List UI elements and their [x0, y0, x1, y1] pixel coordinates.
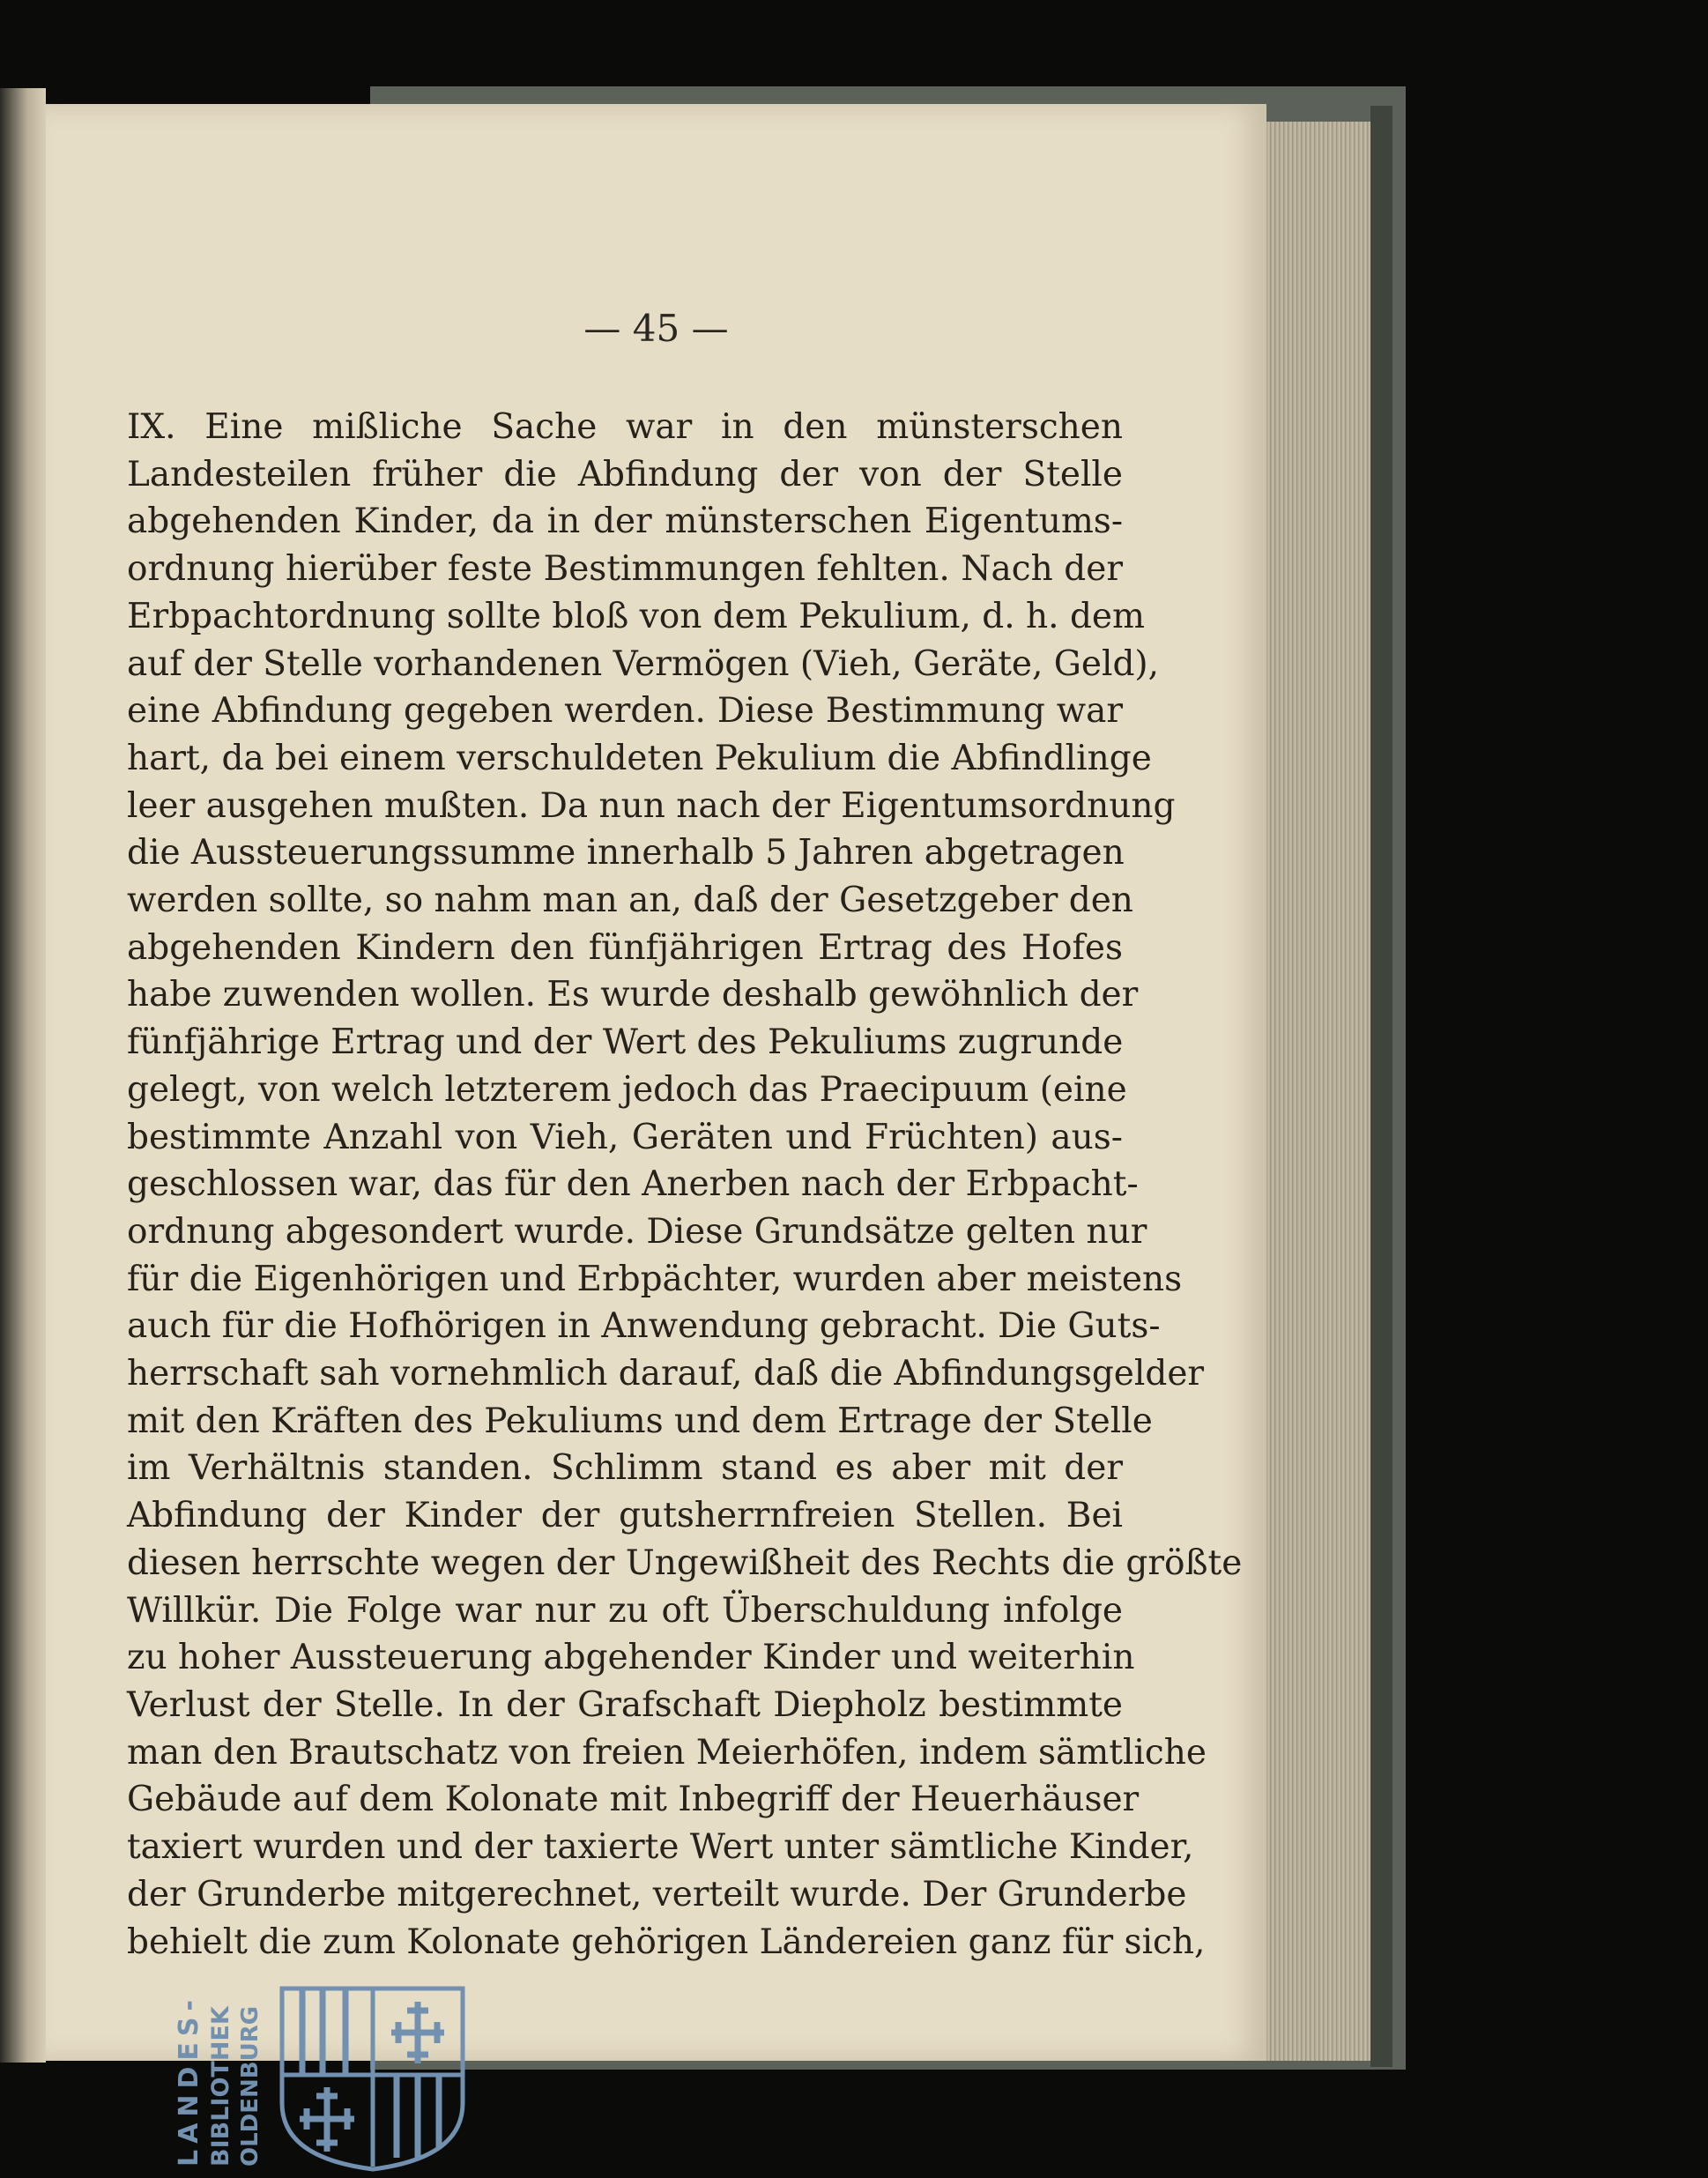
- page-number: — 45 —: [583, 307, 729, 350]
- text-line: abgehenden Kinder, da in der münsterschen Eigentums-: [127, 502, 1123, 542]
- text-line: hart, da bei einem verschuldeten Pekulium die Abfindlinge: [127, 738, 1152, 778]
- library-stamp: [123, 1971, 467, 2174]
- text-line: bestimmte Anzahl von Vieh, Geräten und Früchten) aus-: [127, 1117, 1123, 1157]
- text-line: leer ausgehen mußten. Da nun nach der Eigentumsordnung: [127, 785, 1176, 826]
- text-line: Gebäude auf dem Kolonate mit Inbegriff der Heuerhäuser: [127, 1780, 1140, 1820]
- text-line: herrschaft sah vornehmlich darauf, daß die Abfindungsgelder: [127, 1354, 1205, 1394]
- text-line: man den Brautschatz von freien Meierhöfen, indem sämtliche: [127, 1732, 1207, 1773]
- text-line: geschlossen war, das für den Anerben nach der Erbpacht-: [127, 1164, 1139, 1205]
- cover-edge: [1370, 106, 1392, 2067]
- text-line: diesen herrschte wegen der Ungewißheit des Rechts die größte: [127, 1542, 1243, 1583]
- text-line: fünfjährige Ertrag und der Wert des Pekuliums zugrunde: [127, 1022, 1124, 1063]
- previous-page-edge: [0, 88, 46, 2063]
- text-line: der Grunderbe mitgerechnet, verteilt wurde. Der Grunderbe: [127, 1874, 1187, 1914]
- book-page: [46, 104, 1266, 2167]
- text-line: die Aussteuerungssumme innerhalb 5 Jahren abgetragen: [127, 833, 1125, 873]
- text-line: behielt die zum Kolonate gehörigen Ländereien ganz für sich,: [127, 1922, 1206, 1962]
- text-line: IX. Eine mißliche Sache war in den münsterschen: [127, 407, 1123, 447]
- stamp-text: [174, 1994, 264, 2167]
- text-line: für die Eigenhörigen und Erbpächter, wurden aber meistens: [127, 1259, 1183, 1299]
- body-text: [127, 404, 1243, 1966]
- text-line: eine Abfindung gegeben werden. Diese Bestimmung war: [127, 691, 1123, 732]
- text-line: mit den Kräften des Pekuliums und dem Ertrage der Stelle: [127, 1401, 1153, 1441]
- text-line: zu hoher Aussteuerung abgehender Kinder und weiterhin: [127, 1638, 1135, 1678]
- text-line: Verlust der Stelle. In der Grafschaft Diepholz bestimmte: [127, 1684, 1123, 1725]
- text-line: habe zuwenden wollen. Es wurde deshalb gewöhnlich der: [127, 975, 1139, 1015]
- text-line: werden sollte, so nahm man an, daß der Gesetzgeber den: [127, 881, 1133, 921]
- text-line: abgehenden Kindern den fünfjährigen Ertrag des Hofes: [127, 927, 1123, 968]
- text-line: im Verhältnis standen. Schlimm stand es aber mit der: [127, 1448, 1123, 1489]
- text-line: auf der Stelle vorhandenen Vermögen (Vieh, Geräte, Geld),: [127, 643, 1160, 684]
- text-line: auch für die Hofhörigen in Anwendung gebracht. Die Guts-: [127, 1306, 1161, 1347]
- stamp-line-oldenburg: OLDENBURG: [237, 2005, 264, 2167]
- stamp-line-bibliothek: BIBLIOTHEK: [207, 2006, 234, 2167]
- text-line: ordnung abgesondert wurde. Diese Grundsätze gelten nur: [127, 1211, 1147, 1252]
- text-line: taxiert wurden und der taxierte Wert unter sämtliche Kinder,: [127, 1827, 1194, 1868]
- text-line: gelegt, von welch letzterem jedoch das Praecipuum (eine: [127, 1069, 1127, 1110]
- stamp-line-landes: LANDES-: [174, 1994, 204, 2167]
- library-coat-of-arms-icon: [282, 1988, 463, 2169]
- text-line: Erbpachtordnung sollte bloß von dem Pekulium, d. h. dem: [127, 596, 1145, 636]
- text-line: Willkür. Die Folge war nur zu oft Überschuldung infolge: [127, 1590, 1123, 1631]
- text-line: Landesteilen früher die Abfindung der von der Stelle: [127, 454, 1123, 494]
- text-line: ordnung hierüber feste Bestimmungen fehlten. Nach der: [127, 549, 1123, 590]
- page-edges-stack: [1266, 122, 1370, 2061]
- text-line: Abfindung der Kinder der gutsherrnfreien Stellen. Bei: [127, 1496, 1123, 1536]
